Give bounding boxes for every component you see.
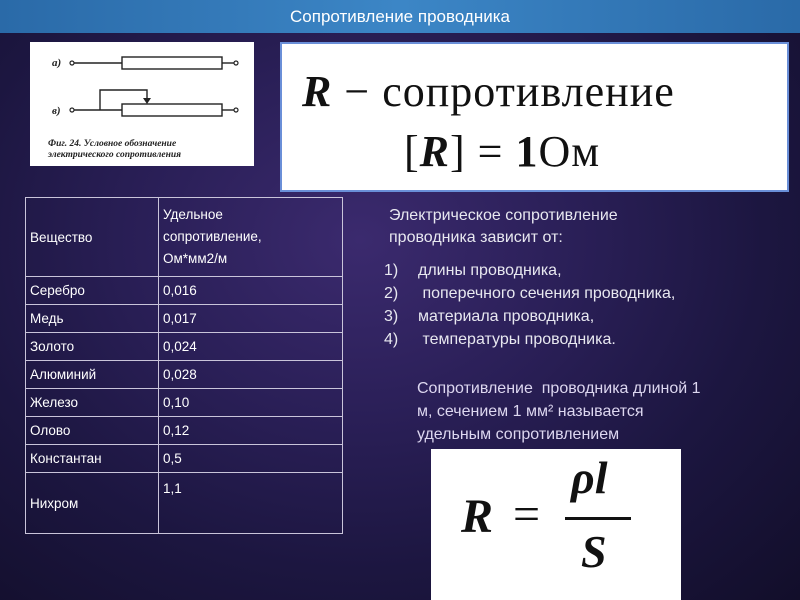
table-row	[26, 473, 343, 534]
specific-line2: м, сечением 1 мм² называется	[417, 403, 644, 420]
substance-cell: Серебро	[26, 277, 159, 305]
resistivity-cell: 0,10	[159, 389, 343, 417]
substance-cell: Константан	[26, 445, 159, 473]
resistivity-cell: 0,12	[159, 417, 343, 445]
definition-dash: −	[344, 67, 371, 116]
resistivity-cell: 0,028	[159, 361, 343, 389]
table-row	[26, 333, 343, 361]
table-row	[26, 305, 343, 333]
table-row	[26, 389, 343, 417]
bracket-open: [	[404, 127, 420, 176]
resistance-formula-box	[431, 449, 681, 600]
resistivity-cell: 0,016	[159, 277, 343, 305]
dependence-list	[384, 259, 675, 351]
resistance-symbol: R	[302, 67, 333, 116]
unit-one: 1	[515, 127, 539, 176]
specific-resistance-text	[417, 377, 701, 446]
list-item	[384, 282, 675, 305]
list-item-text: поперечного сечения проводника,	[418, 285, 676, 302]
formula-lhs: R	[461, 490, 494, 543]
table-row	[26, 361, 343, 389]
figure-label-a: а)	[52, 57, 62, 69]
dependence-intro-line1: Электрическое сопротивление	[389, 207, 618, 224]
list-item-number: 4)	[384, 331, 399, 348]
header-resistivity-line1: Удельное	[163, 207, 223, 222]
unit-equals: =	[477, 127, 504, 176]
list-item	[384, 259, 675, 282]
resistance-definition-box	[280, 42, 789, 192]
header-substance: Вещество	[26, 198, 159, 277]
substance-cell: Нихром	[26, 473, 159, 534]
definition-line-2	[404, 126, 600, 177]
resistivity-cell: 1,1	[159, 473, 343, 534]
figure-caption	[48, 139, 248, 161]
list-item	[384, 305, 675, 328]
list-item-number: 2)	[384, 285, 399, 302]
list-item-number: 1)	[384, 262, 399, 279]
formula-equals: =	[513, 488, 541, 541]
specific-line1: Сопротивление проводника длиной 1	[417, 380, 701, 397]
substance-cell: Железо	[26, 389, 159, 417]
resistance-symbol-unit: R	[419, 127, 451, 176]
bracket-close: ]	[450, 127, 466, 176]
dependence-intro	[389, 205, 618, 249]
table-row	[26, 277, 343, 305]
substance-cell: Медь	[26, 305, 159, 333]
formula-denominator: S	[581, 526, 607, 577]
title-bar	[0, 0, 800, 33]
dependence-intro-line2: проводника зависит от:	[389, 229, 563, 246]
table-row	[26, 445, 343, 473]
figure-label-b: в)	[52, 105, 61, 117]
substance-cell: Алюминий	[26, 361, 159, 389]
definition-line-1	[302, 66, 675, 117]
figure-caption-line2: электрического сопротивления	[48, 150, 182, 160]
figure-caption-line1: Фиг. 24. Условное обозначение	[48, 139, 177, 149]
list-item-number: 3)	[384, 308, 399, 325]
formula-numerator: ρl	[571, 452, 608, 503]
header-resistivity-line3: Ом*мм2/м	[163, 251, 228, 266]
page-title: Сопротивление проводника	[290, 6, 510, 26]
unit-name: Ом	[538, 127, 601, 176]
specific-line3: удельным сопротивлением	[417, 426, 620, 443]
table-row	[26, 417, 343, 445]
definition-name: сопротивление	[382, 67, 675, 116]
list-item	[384, 328, 675, 351]
header-resistivity	[159, 198, 343, 277]
table-header-row	[26, 198, 343, 277]
substance-cell: Золото	[26, 333, 159, 361]
substance-cell: Олово	[26, 417, 159, 445]
resistivity-cell: 0,5	[159, 445, 343, 473]
header-resistivity-line2: сопротивление,	[163, 229, 262, 244]
resistor-symbol-figure	[30, 42, 254, 166]
list-item-text: материала проводника,	[418, 308, 595, 325]
list-item-text: длины проводника,	[418, 262, 562, 279]
fraction-bar	[565, 517, 631, 520]
resistivity-cell: 0,024	[159, 333, 343, 361]
resistivity-cell: 0,017	[159, 305, 343, 333]
list-item-text: температуры проводника.	[418, 331, 616, 348]
resistivity-table	[25, 197, 343, 534]
